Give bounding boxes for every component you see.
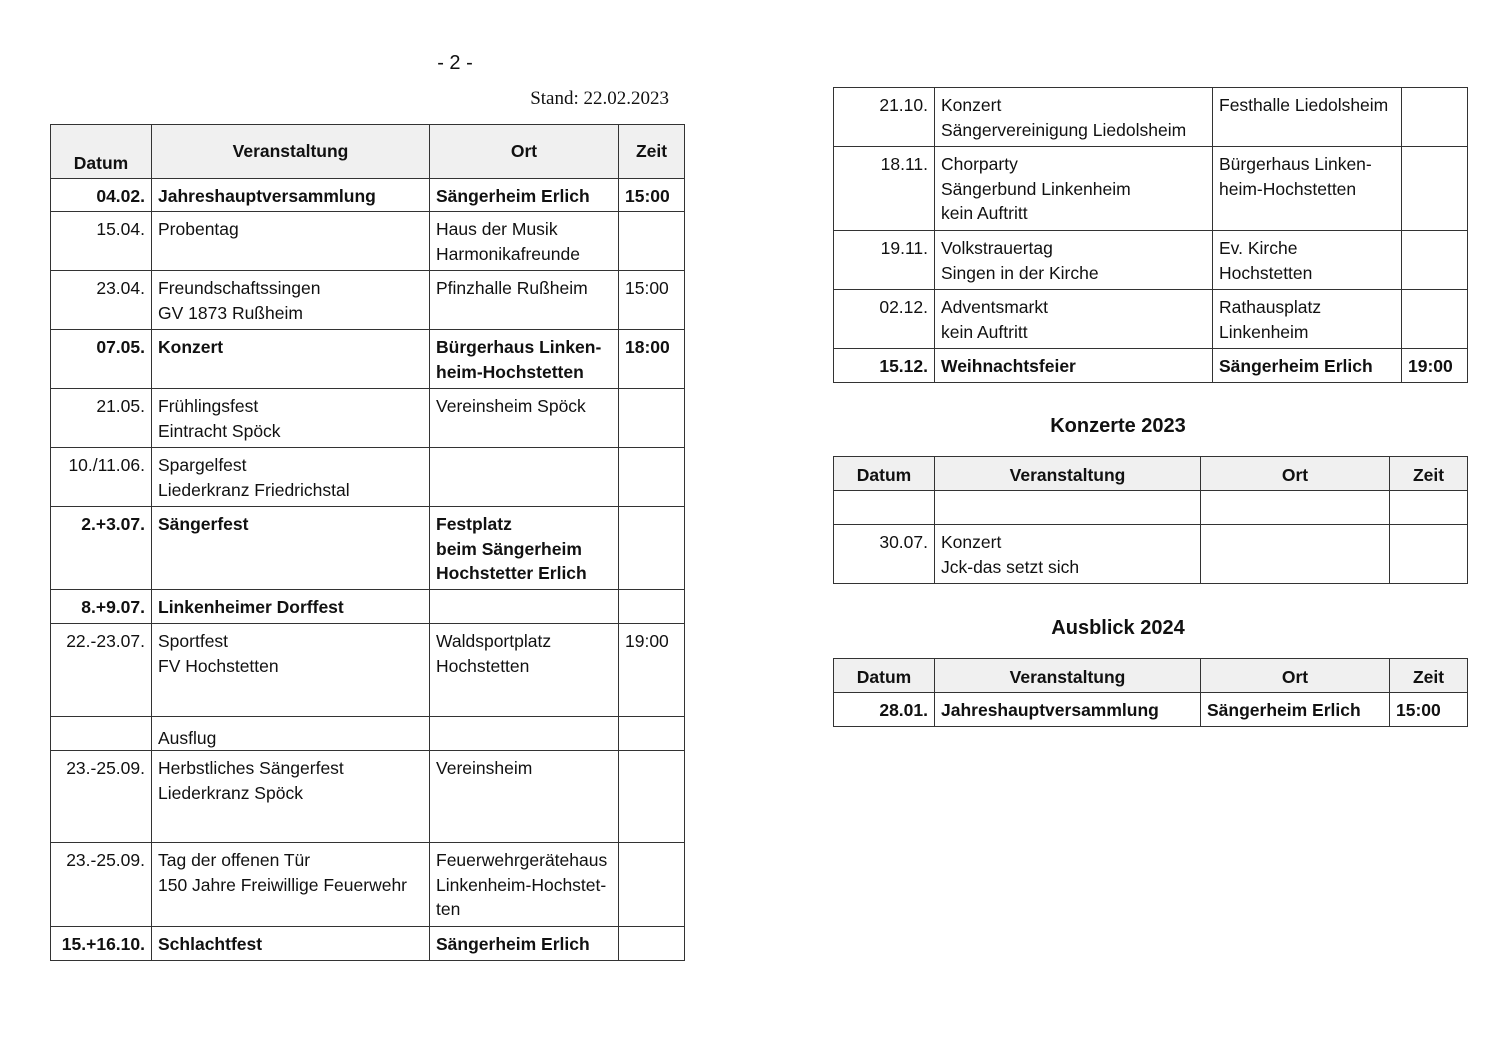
table-row xyxy=(51,330,685,389)
table-header-row xyxy=(834,457,1468,491)
cell-date: 23.-25.09. xyxy=(51,751,152,843)
cell-place: Waldsportplatz Hochstetten xyxy=(430,624,619,717)
cell-event: Freundschaftssingen GV 1873 Rußheim xyxy=(152,271,430,330)
header-place: Ort xyxy=(430,125,619,179)
cell-event: Sportfest FV Hochstetten xyxy=(152,624,430,717)
cell-place: Sängerheim Erlich xyxy=(1213,349,1402,383)
table-row xyxy=(834,231,1468,290)
cell-date: 23.-25.09. xyxy=(51,843,152,927)
header-event: Veranstaltung xyxy=(152,125,430,179)
cell-time xyxy=(619,507,685,590)
cell-place: Haus der Musik Harmonikafreunde xyxy=(430,212,619,271)
table-row xyxy=(51,624,685,717)
page-number: - 2 - xyxy=(437,52,473,74)
cell-event: Linkenheimer Dorffest xyxy=(152,590,430,624)
cell-event: Weihnachtsfeier xyxy=(935,349,1213,383)
table-row xyxy=(51,448,685,507)
cell-place: Festhalle Liedolsheim xyxy=(1213,88,1402,147)
cell-place: Ev. Kirche Hochstetten xyxy=(1213,231,1402,290)
cell-event: Jahreshauptversammlung xyxy=(152,179,430,212)
cell-date: 15.12. xyxy=(834,349,935,383)
cell-place: Sängerheim Erlich xyxy=(430,179,619,212)
cell-date xyxy=(834,491,935,525)
table-row xyxy=(834,491,1468,525)
cell-event: Konzert Sängervereinigung Liedolsheim xyxy=(935,88,1213,147)
cell-time xyxy=(619,389,685,448)
cell-date: 8.+9.07. xyxy=(51,590,152,624)
cell-event: Konzert xyxy=(152,330,430,389)
table-row xyxy=(834,147,1468,231)
cell-event: Sängerfest xyxy=(152,507,430,590)
ausblick-table xyxy=(833,658,1468,727)
cell-date: 04.02. xyxy=(51,179,152,212)
header-place: Ort xyxy=(1201,659,1390,693)
table-row xyxy=(834,349,1468,383)
cell-time: 15:00 xyxy=(1390,693,1468,727)
cell-time: 15:00 xyxy=(619,271,685,330)
schedule-table-continued xyxy=(833,87,1468,383)
table-row xyxy=(834,693,1468,727)
cell-place xyxy=(430,717,619,751)
cell-place: Pfinzhalle Rußheim xyxy=(430,271,619,330)
table-row xyxy=(51,927,685,961)
header-event: Veranstaltung xyxy=(935,457,1201,491)
cell-place xyxy=(1201,491,1390,525)
table-header-row xyxy=(834,659,1468,693)
table-row xyxy=(834,88,1468,147)
cell-time xyxy=(1402,290,1468,349)
table-row xyxy=(51,717,685,751)
cell-date: 22.-23.07. xyxy=(51,624,152,717)
cell-date: 21.10. xyxy=(834,88,935,147)
cell-event: Probentag xyxy=(152,212,430,271)
cell-place: Bürgerhaus Linken- heim-Hochstetten xyxy=(430,330,619,389)
cell-event: Konzert Jck-das setzt sich xyxy=(935,525,1201,584)
cell-date: 23.04. xyxy=(51,271,152,330)
table-header-row xyxy=(51,125,685,179)
header-date: Datum xyxy=(834,659,935,693)
cell-date xyxy=(51,717,152,751)
cell-date: 02.12. xyxy=(834,290,935,349)
cell-date: 10./11.06. xyxy=(51,448,152,507)
table-row xyxy=(51,507,685,590)
cell-date: 2.+3.07. xyxy=(51,507,152,590)
cell-place: Sängerheim Erlich xyxy=(1201,693,1390,727)
cell-time xyxy=(619,751,685,843)
cell-event: Adventsmarkt kein Auftritt xyxy=(935,290,1213,349)
header-event: Veranstaltung xyxy=(935,659,1201,693)
cell-time xyxy=(1402,231,1468,290)
cell-event: Chorparty Sängerbund Linkenheim kein Auftritt xyxy=(935,147,1213,231)
cell-place xyxy=(430,448,619,507)
header-time: Zeit xyxy=(1390,659,1468,693)
cell-place: Festplatz beim Sängerheim Hochstetter Erlich xyxy=(430,507,619,590)
cell-date: 15.04. xyxy=(51,212,152,271)
cell-date: 30.07. xyxy=(834,525,935,584)
cell-place: Feuerwehrgerätehaus Linkenheim-Hochstet- ten xyxy=(430,843,619,927)
cell-place xyxy=(1201,525,1390,584)
cell-date: 18.11. xyxy=(834,147,935,231)
cell-event xyxy=(935,491,1201,525)
konzerte-table xyxy=(833,456,1468,584)
header-place: Ort xyxy=(1201,457,1390,491)
table-row xyxy=(834,290,1468,349)
ausblick-title: Ausblick 2024 xyxy=(1051,617,1185,639)
table-row xyxy=(51,843,685,927)
schedule-table xyxy=(50,124,685,961)
table-row xyxy=(51,212,685,271)
cell-event: Herbstliches Sängerfest Liederkranz Spöck xyxy=(152,751,430,843)
table-row xyxy=(51,590,685,624)
cell-date: 21.05. xyxy=(51,389,152,448)
cell-event: Tag der offenen Tür 150 Jahre Freiwillige Feuerwehr xyxy=(152,843,430,927)
table-row xyxy=(51,271,685,330)
header-date: Datum xyxy=(51,125,152,179)
cell-time xyxy=(619,590,685,624)
table-row xyxy=(51,179,685,212)
konzerte-title: Konzerte 2023 xyxy=(1050,415,1186,437)
cell-time xyxy=(1390,525,1468,584)
header-date: Datum xyxy=(834,457,935,491)
cell-event: Schlachtfest xyxy=(152,927,430,961)
table-row xyxy=(51,389,685,448)
cell-time xyxy=(619,843,685,927)
cell-time: 19:00 xyxy=(1402,349,1468,383)
cell-place: Rathausplatz Linkenheim xyxy=(1213,290,1402,349)
cell-event: Volkstrauertag Singen in der Kirche xyxy=(935,231,1213,290)
cell-place: Bürgerhaus Linken- heim-Hochstetten xyxy=(1213,147,1402,231)
cell-place: Vereinsheim Spöck xyxy=(430,389,619,448)
cell-event: Spargelfest Liederkranz Friedrichstal xyxy=(152,448,430,507)
table-row xyxy=(834,525,1468,584)
cell-place: Sängerheim Erlich xyxy=(430,927,619,961)
cell-time: 15:00 xyxy=(619,179,685,212)
header-time: Zeit xyxy=(619,125,685,179)
cell-date: 19.11. xyxy=(834,231,935,290)
table-row xyxy=(51,751,685,843)
cell-time xyxy=(619,717,685,751)
cell-date: 15.+16.10. xyxy=(51,927,152,961)
cell-event: Jahreshauptversammlung xyxy=(935,693,1201,727)
cell-time xyxy=(619,448,685,507)
cell-place xyxy=(430,590,619,624)
header-time: Zeit xyxy=(1390,457,1468,491)
cell-date: 07.05. xyxy=(51,330,152,389)
cell-event: Frühlingsfest Eintracht Spöck xyxy=(152,389,430,448)
cell-event: Ausflug xyxy=(152,717,430,751)
stand-date: Stand: 22.02.2023 xyxy=(530,88,669,109)
cell-time xyxy=(1402,147,1468,231)
cell-time: 18:00 xyxy=(619,330,685,389)
cell-place: Vereinsheim xyxy=(430,751,619,843)
cell-time xyxy=(1402,88,1468,147)
cell-date: 28.01. xyxy=(834,693,935,727)
cell-time xyxy=(619,212,685,271)
cell-time: 19:00 xyxy=(619,624,685,717)
cell-time xyxy=(1390,491,1468,525)
cell-time xyxy=(619,927,685,961)
